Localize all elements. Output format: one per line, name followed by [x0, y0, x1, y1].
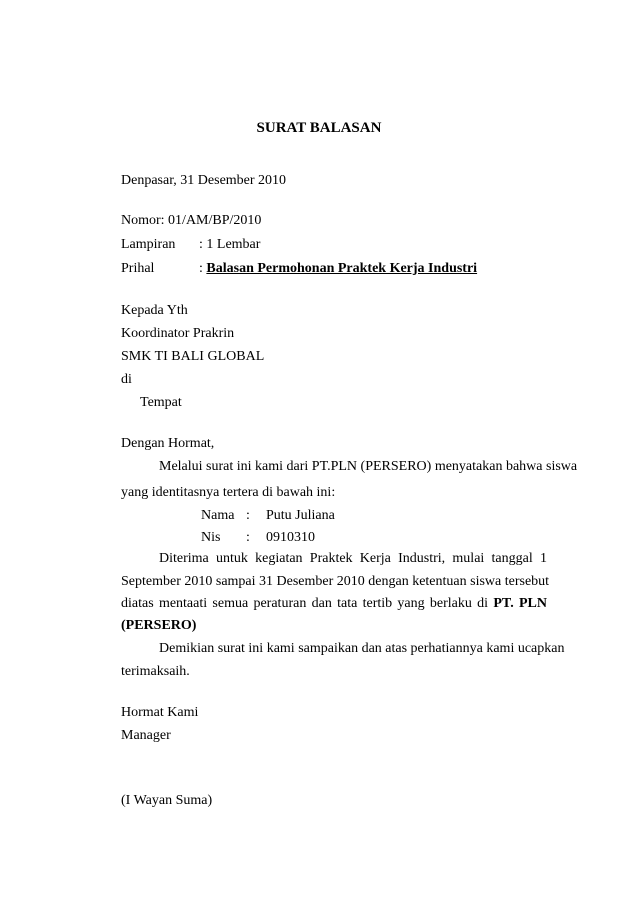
para2-line-1: Diterima untuk kegiatan Praktek Kerja Industri, mulai tanggal 1 — [159, 551, 547, 566]
name-label: Nama — [201, 508, 235, 523]
para3-line-2: terimaksaih. — [121, 664, 190, 679]
lampiran-value: : 1 Lembar — [199, 237, 261, 252]
identity-nis-row — [201, 529, 315, 547]
prihal-sep: : — [199, 261, 207, 276]
nis-label: Nis — [201, 530, 221, 545]
signatory: (I Wayan Suma) — [121, 793, 213, 808]
para3-line-1: Demikian surat ini kami sampaikan dan atas perhatiannya kami ucapkan — [159, 641, 565, 656]
name-sep: : — [246, 508, 250, 523]
lampiran-label: Lampiran — [121, 237, 176, 252]
identity-name-row — [201, 507, 335, 525]
letter-title: SURAT BALASAN — [256, 120, 382, 136]
prihal-label: Prihal — [121, 261, 155, 276]
prihal-row — [121, 260, 477, 278]
nis-value: 0910310 — [266, 530, 315, 545]
recipient-line-4: di — [121, 372, 132, 387]
recipient-line-2: Koordinator Prakrin — [121, 326, 235, 341]
para1-line-1: Melalui surat ini kami dari PT.PLN (PERSERO) menyatakan bahwa siswa — [159, 459, 578, 474]
para2-line-3-text: diatas mentaati semua peraturan dan tata tertib yang berlaku di — [121, 596, 489, 611]
recipient-line-3: SMK TI BALI GLOBAL — [121, 349, 265, 364]
recipient-line-5: Tempat — [140, 395, 182, 410]
greeting: Dengan Hormat, — [121, 436, 215, 451]
para2-company: PT. PLN — [493, 596, 548, 611]
para2-line-4: (PERSERO) — [121, 618, 197, 633]
name-value: Putu Juliana — [266, 508, 335, 523]
nomor-label: Nomor — [121, 213, 161, 228]
para2-line-3 — [121, 595, 547, 613]
recipient-line-1: Kepada Yth — [121, 303, 188, 318]
para1-line-2: yang identitasnya tertera di bawah ini: — [121, 485, 336, 500]
nomor-value: : 01/AM/BP/2010 — [160, 213, 262, 228]
lampiran-row — [121, 236, 260, 254]
closing-hormat: Hormat Kami — [121, 705, 199, 720]
closing-role: Manager — [121, 728, 171, 743]
para2-line-2: September 2010 sampai 31 Desember 2010 dengan ketentuan siswa tersebut — [121, 574, 550, 589]
prihal-value: Balasan Permohonan Praktek Kerja Industri — [206, 261, 478, 276]
date-line: Denpasar, 31 Desember 2010 — [121, 173, 287, 188]
nomor-row — [121, 212, 261, 230]
nis-sep: : — [246, 530, 250, 545]
